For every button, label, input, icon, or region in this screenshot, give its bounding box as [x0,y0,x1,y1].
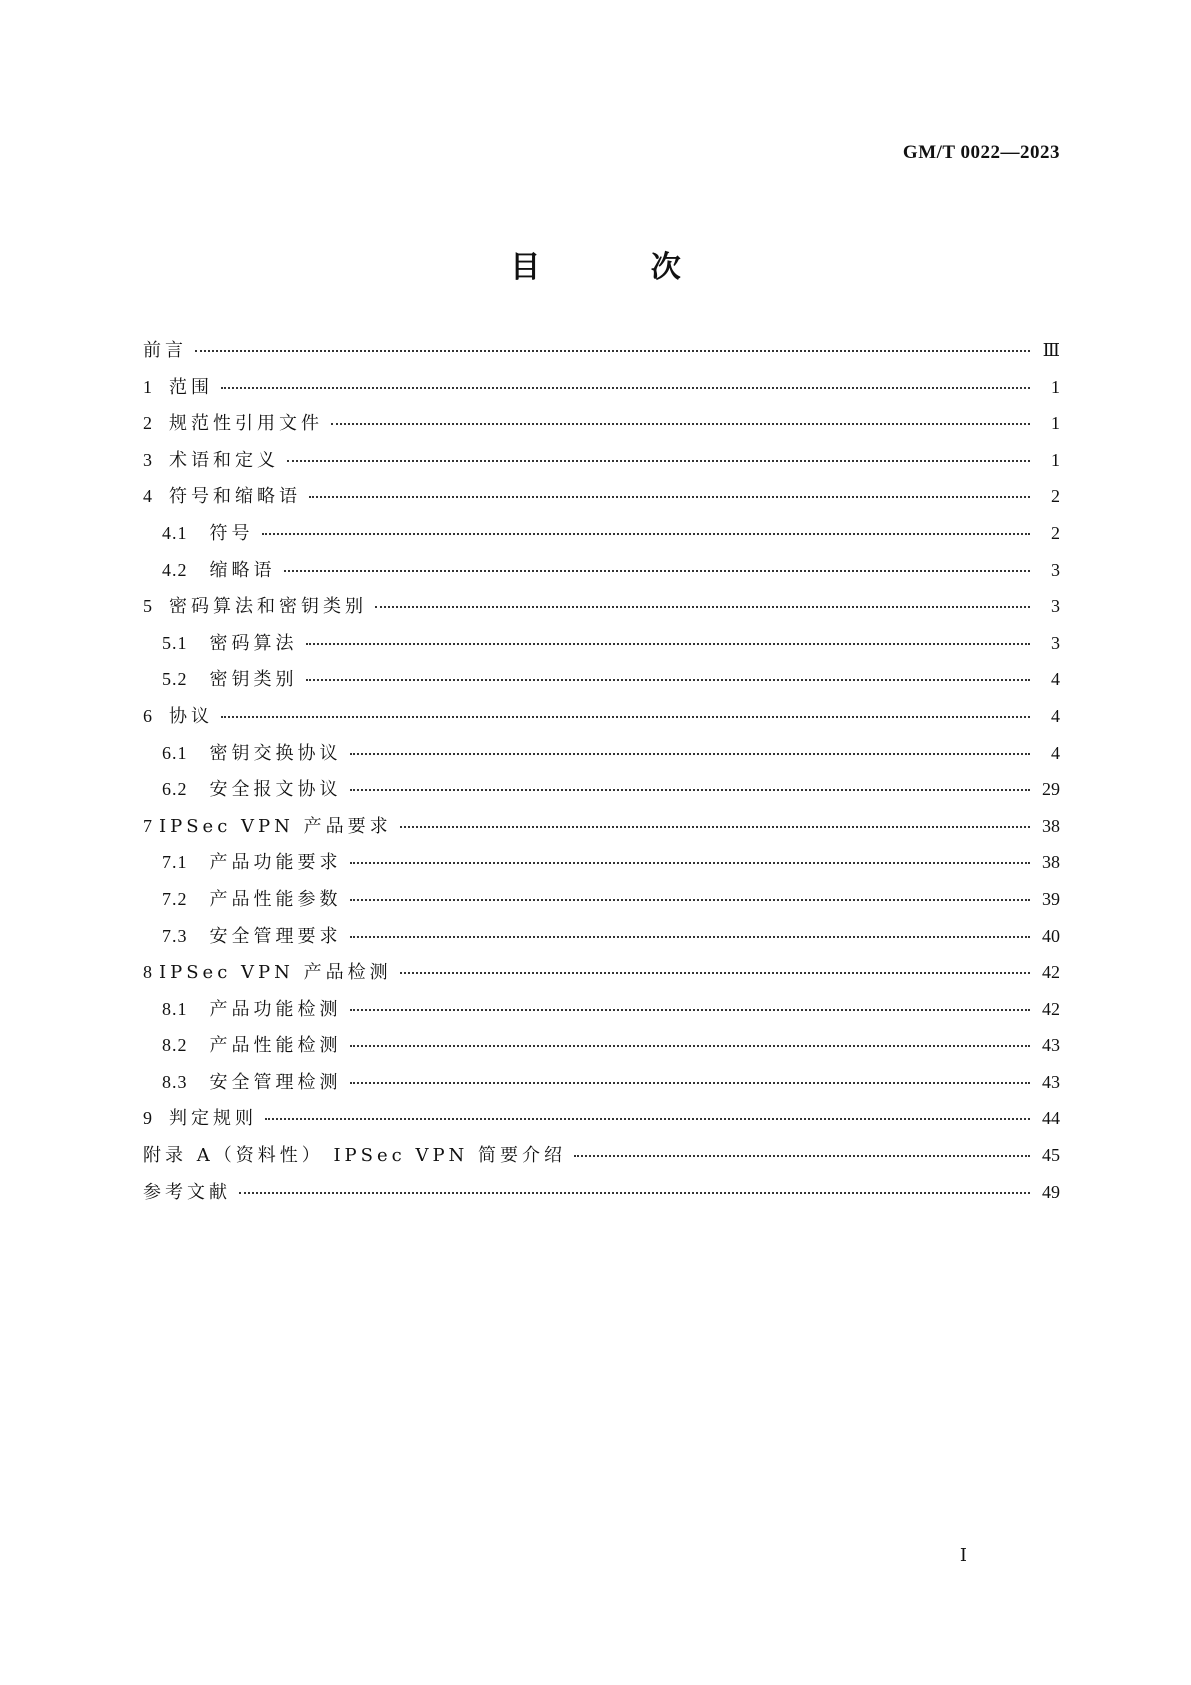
toc-entry-page: 42 [1042,962,1060,983]
toc-entry[interactable] [143,484,1060,521]
toc-entry-title: 产品功能检测 [209,998,342,1020]
toc-entry[interactable] [143,741,1060,778]
toc-entry-number: 2 [143,413,153,434]
toc-entry[interactable] [143,1180,1060,1217]
toc-entry[interactable] [143,850,1060,887]
toc-entry[interactable] [143,631,1060,668]
toc-entry[interactable] [143,594,1060,631]
toc-entry[interactable] [143,1070,1060,1107]
toc-entry-number: 9 [143,1108,153,1129]
page-number: Ⅰ [959,1545,967,1565]
toc-entry-page: 43 [1042,1071,1060,1092]
toc-entry-title: 产品性能检测 [209,1035,342,1057]
toc-entry-number: 8 [143,962,153,983]
toc-entry-number: 6.2 [162,779,188,800]
toc-entry-title: 密码算法 [209,632,298,654]
toc-entry-title: 安全管理检测 [209,1071,342,1093]
toc-entry-title: 规范性引用文件 [169,413,323,435]
toc-entry-number: 7.1 [162,852,188,873]
toc-entry-title: IPSec VPN 产品检测 [159,962,392,984]
toc-entry[interactable] [143,887,1060,924]
toc-entry-title: 判定规则 [169,1108,257,1130]
toc-entry-page: 40 [1042,925,1060,946]
toc-dot-leader [221,716,1030,718]
toc-entry[interactable] [143,814,1060,851]
toc-entry-page: Ⅲ [1042,340,1060,360]
toc-entry[interactable] [143,1106,1060,1143]
toc-entry-title: 密钥类别 [209,669,298,691]
toc-entry-number: 1 [143,376,153,397]
toc-entry-number: 7 [143,815,153,836]
toc-entry-number: 8.2 [162,1035,188,1056]
toc-dot-leader [331,423,1030,425]
toc-entry[interactable] [143,924,1060,961]
toc-dot-leader [195,350,1030,352]
toc-entry-title: 密码算法和密钥类别 [169,596,367,618]
toc-entry-title: 产品性能参数 [209,888,342,910]
toc-entry-page: 42 [1042,998,1060,1019]
toc-dot-leader [350,899,1031,901]
page-title: 目 次 [510,250,731,285]
toc-entry-page: 38 [1042,852,1060,873]
toc-entry-title: 缩略语 [209,559,276,581]
toc-entry[interactable] [143,997,1060,1034]
toc-entry-title: IPSec VPN 产品要求 [159,815,392,837]
toc-entry-number: 7.2 [162,888,188,909]
toc-entry-title: 符号和缩略语 [169,486,301,508]
toc-entry[interactable] [143,411,1060,448]
toc-entry-number: 4 [143,486,153,507]
toc-entry-page: 29 [1042,779,1060,800]
toc-entry-number: 6.1 [162,742,188,763]
toc-entry-page: 39 [1042,888,1060,909]
toc-entry-page: 2 [1051,522,1060,543]
toc-entry[interactable] [143,521,1060,558]
toc-entry-page: 1 [1051,376,1060,397]
toc-entry-number: 7.3 [162,925,188,946]
toc-entry-title: 密钥交换协议 [209,742,342,764]
toc-entry-page: 4 [1051,742,1060,763]
toc-dot-leader [306,643,1031,645]
toc-entry-number: 5.1 [162,632,188,653]
toc-entry[interactable] [143,375,1060,412]
toc-entry-title: 协议 [169,705,213,727]
toc-entry[interactable] [143,1143,1060,1180]
toc-dot-leader [239,1192,1030,1194]
toc-entry-page: 2 [1051,486,1060,507]
toc-entry-page: 3 [1051,632,1060,653]
toc-entry-page: 45 [1042,1145,1060,1166]
toc-entry-title: 术语和定义 [169,449,279,471]
toc-entry[interactable] [143,448,1060,485]
toc-dot-leader [350,789,1031,791]
toc-entry[interactable] [143,960,1060,997]
toc-dot-leader [350,1009,1031,1011]
toc-entry-page: 49 [1042,1181,1060,1202]
table-of-contents [143,338,1060,1216]
toc-entry-title: 产品功能要求 [209,852,342,874]
toc-entry-title: 前言 [143,340,187,361]
toc-entry-page: 1 [1051,449,1060,470]
toc-dot-leader [284,570,1031,572]
toc-entry[interactable] [143,667,1060,704]
toc-entry-title: 安全管理要求 [209,925,342,947]
toc-entry[interactable] [143,338,1060,375]
toc-entry-number: 5.2 [162,669,188,690]
toc-entry-page: 4 [1051,669,1060,690]
toc-entry-number: 6 [143,705,153,726]
toc-entry-number: 8.3 [162,1071,188,1092]
toc-entry-page: 38 [1042,815,1060,836]
toc-entry-page: 1 [1051,413,1060,434]
toc-entry-number: 5 [143,596,153,617]
toc-dot-leader [306,679,1031,681]
toc-dot-leader [400,972,1030,974]
toc-dot-leader [309,496,1030,498]
toc-entry[interactable] [143,777,1060,814]
toc-entry-page: 3 [1051,559,1060,580]
toc-dot-leader [350,1045,1031,1047]
toc-dot-leader [574,1155,1030,1157]
toc-dot-leader [350,862,1031,864]
toc-dot-leader [400,826,1030,828]
toc-dot-leader [350,936,1031,938]
toc-entry-number: 4.2 [162,559,188,580]
toc-dot-leader [262,533,1031,535]
toc-dot-leader [265,1118,1030,1120]
toc-entry-title: 范围 [169,376,213,398]
toc-dot-leader [350,1082,1031,1084]
toc-entry-title: 参考文献 [143,1181,231,1203]
toc-entry-number: 3 [143,449,153,470]
toc-entry[interactable] [143,1033,1060,1070]
toc-entry-number: 8.1 [162,998,188,1019]
toc-entry-title: 附录 A（资料性） IPSec VPN 简要介绍 [143,1145,567,1167]
toc-entry-page: 44 [1042,1108,1060,1129]
toc-entry[interactable] [143,704,1060,741]
toc-entry-page: 4 [1051,705,1060,726]
toc-dot-leader [221,387,1030,389]
toc-entry-title: 符号 [209,522,254,544]
toc-dot-leader [350,753,1031,755]
toc-entry-number: 4.1 [162,522,188,543]
toc-dot-leader [287,460,1030,462]
toc-entry[interactable] [143,558,1060,595]
toc-entry-page: 3 [1051,596,1060,617]
toc-entry-title: 安全报文协议 [209,779,342,801]
standard-code: GM/T 0022—2023 [902,142,1060,163]
toc-entry-page: 43 [1042,1035,1060,1056]
toc-dot-leader [375,606,1030,608]
